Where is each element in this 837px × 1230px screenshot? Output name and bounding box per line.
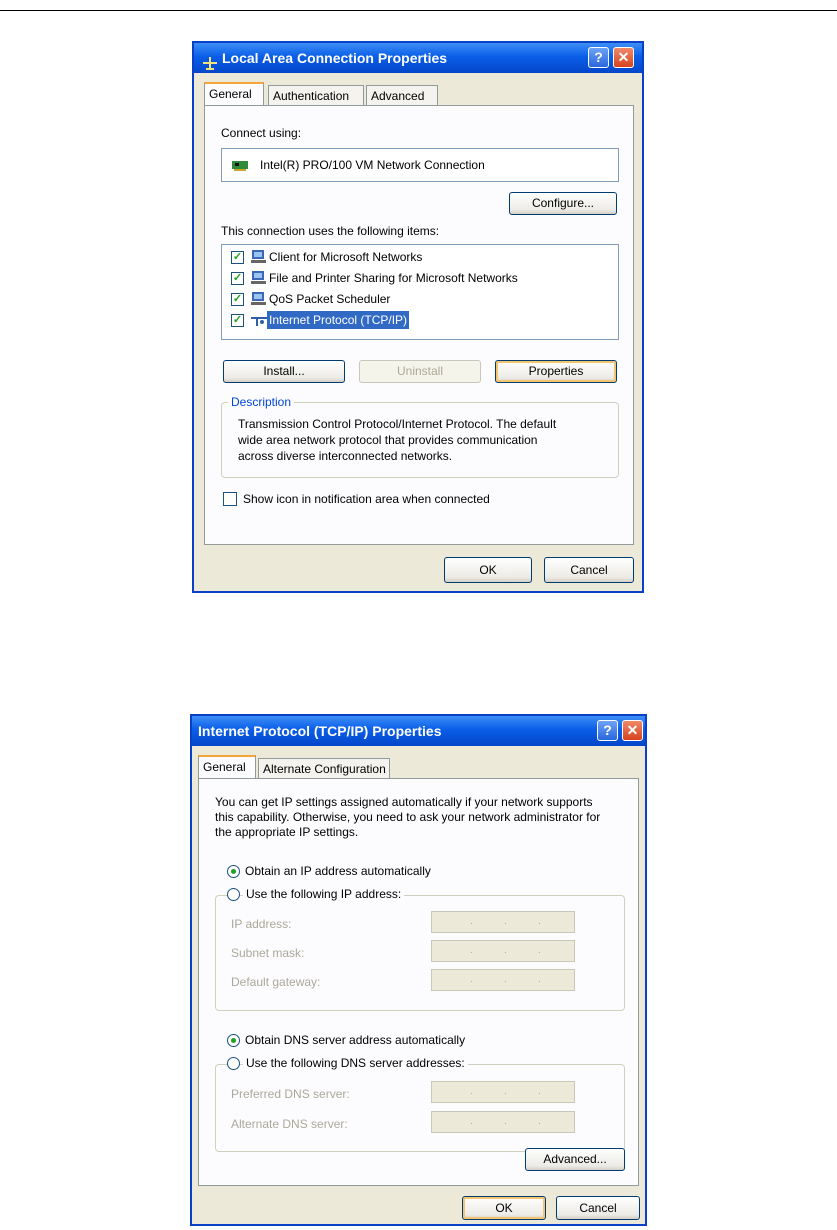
use-ip-radio[interactable] (227, 888, 240, 901)
adapter-field (221, 148, 619, 182)
item-checkbox[interactable]: ✓ (232, 251, 243, 263)
list-item[interactable]: QoS Packet Scheduler (269, 292, 391, 306)
ip-address-field[interactable]: . . . (431, 911, 575, 933)
local-area-connection-properties-dialog (192, 41, 644, 593)
description-line: Transmission Control Protocol/Internet Protocol. The default (238, 417, 557, 431)
network-client-icon (251, 250, 267, 264)
tab-authentication[interactable]: Authentication (268, 85, 364, 105)
description-legend: Description (228, 395, 294, 409)
connect-using-label: Connect using: (221, 126, 302, 140)
intro-line: You can get IP settings assigned automatically if your network supports (215, 795, 593, 809)
cancel-button[interactable]: Cancel (556, 1196, 640, 1220)
general-tab-panel (204, 105, 634, 545)
ip-address-label: IP address: (231, 917, 292, 931)
use-dns-label[interactable]: Use the following DNS server addresses: (243, 1056, 468, 1070)
adapter-name: Intel(R) PRO/100 VM Network Connection (260, 158, 485, 172)
properties-button[interactable]: Properties (495, 360, 617, 383)
obtain-dns-radio[interactable] (227, 1034, 240, 1047)
description-group (221, 395, 619, 478)
description-line: across diverse interconnected networks. (238, 449, 453, 463)
title-bar[interactable] (194, 43, 642, 73)
help-button[interactable]: ? (597, 720, 618, 741)
ok-button[interactable]: OK (462, 1196, 546, 1220)
obtain-dns-label[interactable]: Obtain DNS server address automatically (245, 1033, 466, 1047)
subnet-mask-label: Subnet mask: (231, 946, 305, 960)
show-icon-label[interactable]: Show icon in notification area when connected (243, 492, 490, 506)
advanced-button[interactable]: Advanced... (525, 1148, 625, 1171)
dialog-title: Local Area Connection Properties (222, 50, 448, 66)
title-bar[interactable] (192, 716, 645, 746)
help-button[interactable]: ? (588, 47, 609, 68)
alternate-dns-label: Alternate DNS server: (231, 1117, 348, 1131)
use-dns-radio[interactable] (227, 1057, 240, 1070)
show-icon-checkbox[interactable] (223, 492, 237, 506)
item-checkbox[interactable]: ✓ (232, 314, 243, 326)
items-label: This connection uses the following items: (221, 224, 440, 238)
cancel-button[interactable]: Cancel (544, 557, 634, 583)
default-gateway-field[interactable]: . . . (431, 969, 575, 991)
protocol-icon (251, 314, 267, 328)
alternate-dns-field[interactable]: . . . (431, 1111, 575, 1133)
subnet-mask-field[interactable]: . . . (431, 940, 575, 962)
tab-alternate-configuration[interactable]: Alternate Configuration (258, 758, 390, 778)
qos-scheduler-icon (251, 292, 267, 306)
use-ip-label[interactable]: Use the following IP address: (243, 887, 404, 901)
obtain-ip-radio[interactable] (227, 865, 240, 878)
close-button[interactable]: ✕ (622, 720, 643, 741)
tab-general[interactable]: General (204, 82, 264, 105)
items-list[interactable] (221, 244, 619, 340)
intro-line: this capability. Otherwise, you need to ask your network administrator for (215, 810, 601, 824)
item-checkbox[interactable]: ✓ (232, 293, 243, 305)
list-item-selected[interactable]: Internet Protocol (TCP/IP) (269, 313, 408, 327)
general-tab-panel (198, 778, 639, 1186)
network-connection-icon (202, 51, 218, 65)
static-dns-group (215, 1064, 625, 1152)
preferred-dns-field[interactable]: . . . (431, 1081, 575, 1103)
obtain-ip-label[interactable]: Obtain an IP address automatically (245, 864, 431, 878)
configure-button[interactable]: Configure... (509, 192, 617, 215)
tcpip-properties-dialog (190, 714, 647, 1226)
dialog-title: Internet Protocol (TCP/IP) Properties (198, 723, 442, 739)
default-gateway-label: Default gateway: (231, 975, 321, 989)
preferred-dns-label: Preferred DNS server: (231, 1087, 350, 1101)
file-printer-sharing-icon (251, 271, 267, 285)
intro-line: the appropriate IP settings. (215, 825, 359, 839)
uninstall-button[interactable]: Uninstall (359, 360, 481, 383)
description-line: wide area network protocol that provides communication (238, 433, 538, 447)
item-checkbox[interactable]: ✓ (232, 272, 243, 284)
install-button[interactable]: Install... (223, 360, 345, 383)
tab-general[interactable]: General (198, 755, 256, 778)
ok-button[interactable]: OK (444, 557, 532, 583)
tab-advanced[interactable]: Advanced (366, 85, 438, 105)
list-item[interactable]: Client for Microsoft Networks (269, 250, 423, 264)
list-item[interactable]: File and Printer Sharing for Microsoft Networks (269, 271, 518, 285)
close-button[interactable]: ✕ (613, 47, 634, 68)
page-top-rule (0, 10, 837, 11)
network-adapter-icon (232, 160, 250, 174)
